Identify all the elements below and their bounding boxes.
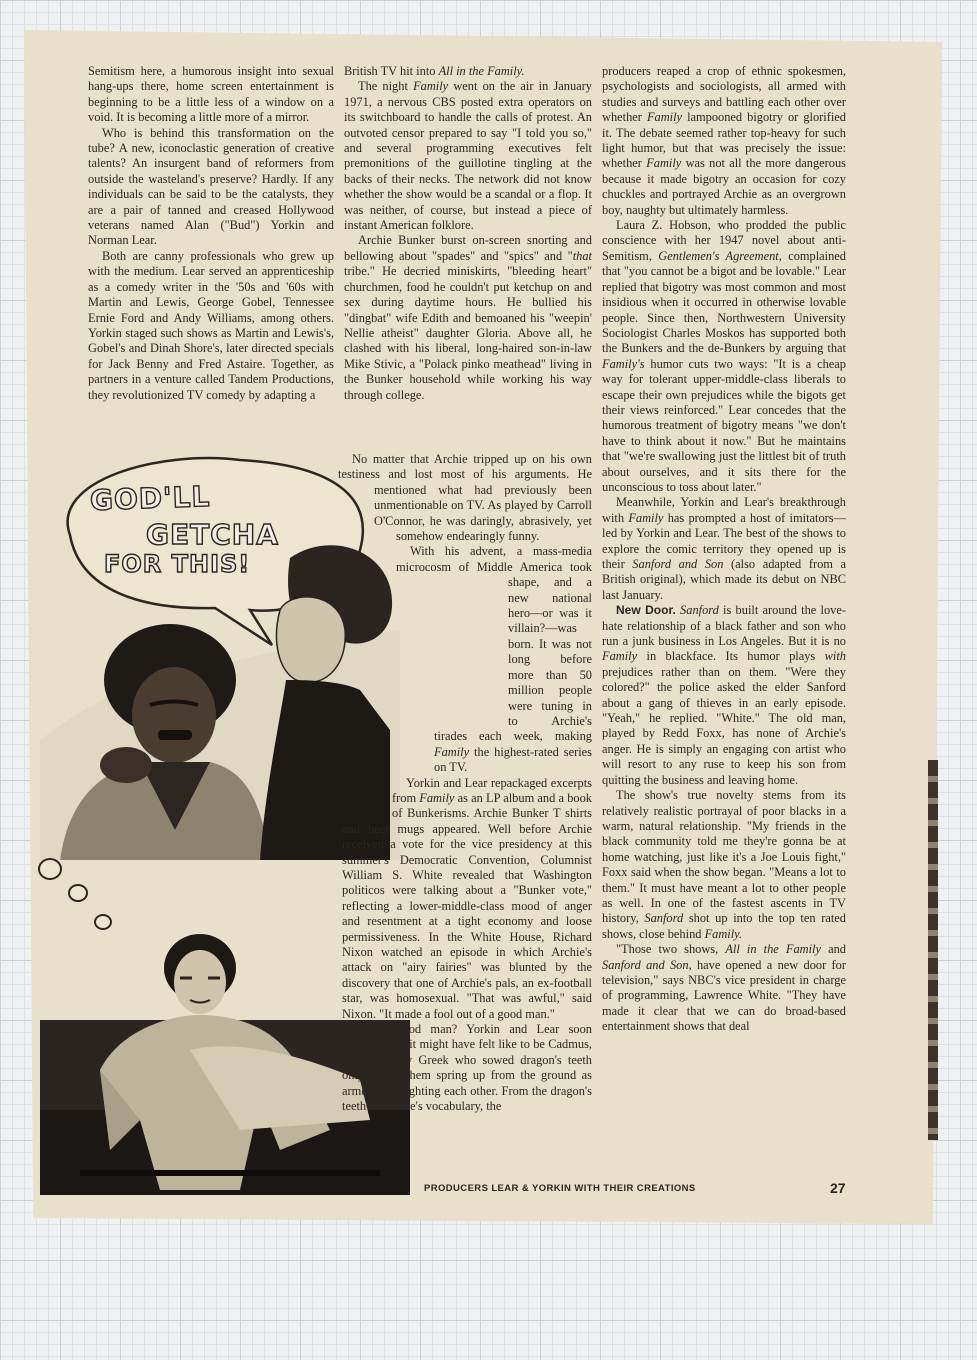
photo-caption: PRODUCERS LEAR & YORKIN WITH THEIR CREATIONS	[424, 1183, 696, 1194]
col1-paragraph-1: Semitism here, a humorous insight into sexual hang-ups there, home screen entertainment is beginning to be a little less of a window on a void. It is becoming a little more of a mirror.	[88, 64, 334, 125]
col3-paragraph-5: The show's true novelty stems from its relatively realistic portrayal of poor blacks in a warm, natural relationship. "My friends in the black community told me they're gonna be at home watching, just like it's a Joe Louis fight," Foxx said when the show began. "Means a lot to them." It must have meant a lot to other people as well. In one of the fastest ascents in TV history, Sanford shot up into the top ten rated shows, close behind Family.	[602, 788, 846, 941]
col2-paragraph-5: With his advent, a mass-media microcosm of Middle America took shape, and a new national hero—or was it villain?—was born. It was not long before more than 50 million people were tuning in to Archie's tirades each week, making Family the highest-rated series on TV.	[396, 544, 592, 775]
col2-paragraph-7: Fool? Good man? Yorkin and Lear soon learned what it might have felt like to be Cadmus, the legendary Greek who sowed dragon's teeth only to see them spring up from the ground as armed men fighting each other. From the dragon's teeth of Archie's vocabulary, the	[342, 1022, 592, 1114]
subhead-new-door: New Door.	[616, 603, 676, 618]
bubble-line-3: FOR THIS!	[104, 550, 251, 578]
article-column-2	[344, 64, 592, 403]
col2-paragraph-6: Yorkin and Lear repackaged excerpts from Family as an LP album and a book of Bunkerisms. Archie Bunker T shirts and beer mugs appeared. Well before Archie received a vote for the vice presidency at this summer's Democratic Convention, Columnist William S. White revealed that Washington politicos were talking about a "Bunker vote," reflecting a lower-middle-class mood of anger and resentment at a tight economy and loose permissiveness. In the White House, Richard Nixon watched an episode in which Archie's attack on "airy fairies" was blunted by the discovery that one of Archie's pals, an ex-football star, was homosexual. "That was awful," said Nixon. "It made a fool out of a good man."	[342, 775, 592, 1021]
page-number: 27	[830, 1180, 846, 1196]
bubble-line-1: GOD'LL	[89, 479, 211, 518]
article-column-1	[88, 64, 334, 403]
col3-paragraph-4: New Door. Sanford is built around the love-hate relationship of a black father and son who run a junk business in Los Angeles. But it is no Family in blackface. Its humor plays with prejudices rather than on them. "Were they colored?" the police asked the elder Sanford about a gang of thieves in an early episode. "Yeah," he replied. "White." The old man, played by Redd Foxx, has none of Archie's anger. He is simply an engaging con artist who will resort to any ruse to keep his son from quitting the business and leaving home.	[602, 603, 846, 787]
col3-paragraph-2: Laura Z. Hobson, who prodded the public conscience with her 1947 novel about anti-Semitism, Gentlemen's Agreement, complained that "you cannot be a bigot and be lovable." Lear replied that bigotry was most common and most insidious when it occurred in otherwise lovable people. Since then, Northwestern University Sociologist Charles Moskos has supported both the Bunkers and the de-Bunkers by arguing that Family's humor cuts two ways: "It is a cheap way for tolerant upper-middle-class liberals to escape their own prejudices while the bigots get their views reinforced." Lear concedes that the humorous treatment of bigotry means "we don't have to think about it now." But he maintains that "we're swallowing just the littlest bit of truth about ourselves, and it sits there for the unconscious to toss about later."	[602, 218, 846, 494]
col2-paragraph-2: The night Family went on the air in January 1971, a nervous CBS posted extra operators on its switchboard to handle the calls of protest. An outvoted censor prepared to say "I told you so," and several programming executives felt premonitions of the guillotine tingling at the backs of their necks. The network did not know whether the show would be a scandal or a flop. It was neither, of course, but instead a piece of instant American folklore.	[344, 79, 593, 233]
col2-paragraph-4: No matter that Archie tripped up on his own testiness and lost most of his arguments. He mentioned what had previously been unmentionable on TV. As played by Carroll O'Connor, he was daringly, abrasively, yet somehow endearingly funny.	[338, 452, 592, 544]
thought-bubble-dot	[68, 884, 88, 902]
col3-paragraph-1: producers reaped a crop of ethnic spokesmen, psychologists and sociologists, all armed with studies and surveys and battling each other over whether Family lampooned bigotry or glorified it. The debate seemed rather top-heavy for such light humor, but that was precisely the issue: whether Family was not all the more dangerous because it made bigotry an occasion for cozy chuckles and portrayed Archie as an overgrown boy, naughty but ultimately harmless.	[602, 64, 846, 217]
article-column-3	[602, 64, 846, 1035]
col2-paragraph-1: British TV hit into All in the Family.	[344, 64, 525, 78]
col1-paragraph-2: Who is behind this transformation on the tube? A new, iconoclastic generation of creative talents? An insurgent band of reformers from outside the wasteland's preserve? Hardly. If any individuals can be said to be the catalysts, they are a pair of tanned and creased Hollywood veterans named Alan ("Bud") Yorkin and Norman Lear.	[88, 125, 334, 248]
col1-paragraph-3: Both are canny professionals who grew up with the medium. Lear served an apprenticeship as a comedy writer in the '50s and '60s with Martin and Lewis, George Gobel, Tennessee Ernie Ford and Andy Williams, among others. Yorkin staged such shows as Martin and Lewis's, Gobel's and Dinah Shore's, later directed specials for Jack Benny and Fred Astaire. Together, as partners in a venture called Tandem Productions, they revolutionized TV comedy by adapting a	[88, 248, 334, 402]
col2-paragraph-3: Archie Bunker burst on-screen snorting and bellowing about "spades" and "spics" and "that tribe." He decried miniskirts, "bleeding heart" churchmen, food he couldn't put ketchup on and sex during daytime hours. He bullied his "dingbat" wife Edith and bemoaned his "weepin' Nellie atheist" daughter Gloria. Above all, he clashed with his liberal, long-haired son-in-law Mike Stivic, a "Polack pinko meathead" living in the Bunker household while working his way through college.	[344, 233, 592, 402]
col3-paragraph-6: "Those two shows, All in the Family and Sanford and Son, have opened a new door for television," says NBC's vice president in charge of programming, Lawrence White. "They have made it clear that we can do broad-based entertainment shows that deal	[602, 942, 846, 1034]
thought-bubble-dot	[38, 858, 62, 880]
bubble-line-2: GETCHA	[146, 518, 279, 551]
col3-paragraph-3: Meanwhile, Yorkin and Lear's breakthrough with Family has prompted a host of imitators—led by Yorkin and Lear. The best of the shows to explore the comic territory they opened up is their Sanford and Son (also adapted from a British original), which made its debut on NBC last January.	[602, 495, 846, 602]
adjacent-page-edge	[928, 760, 938, 1140]
article-column-2-continued	[338, 452, 592, 1360]
